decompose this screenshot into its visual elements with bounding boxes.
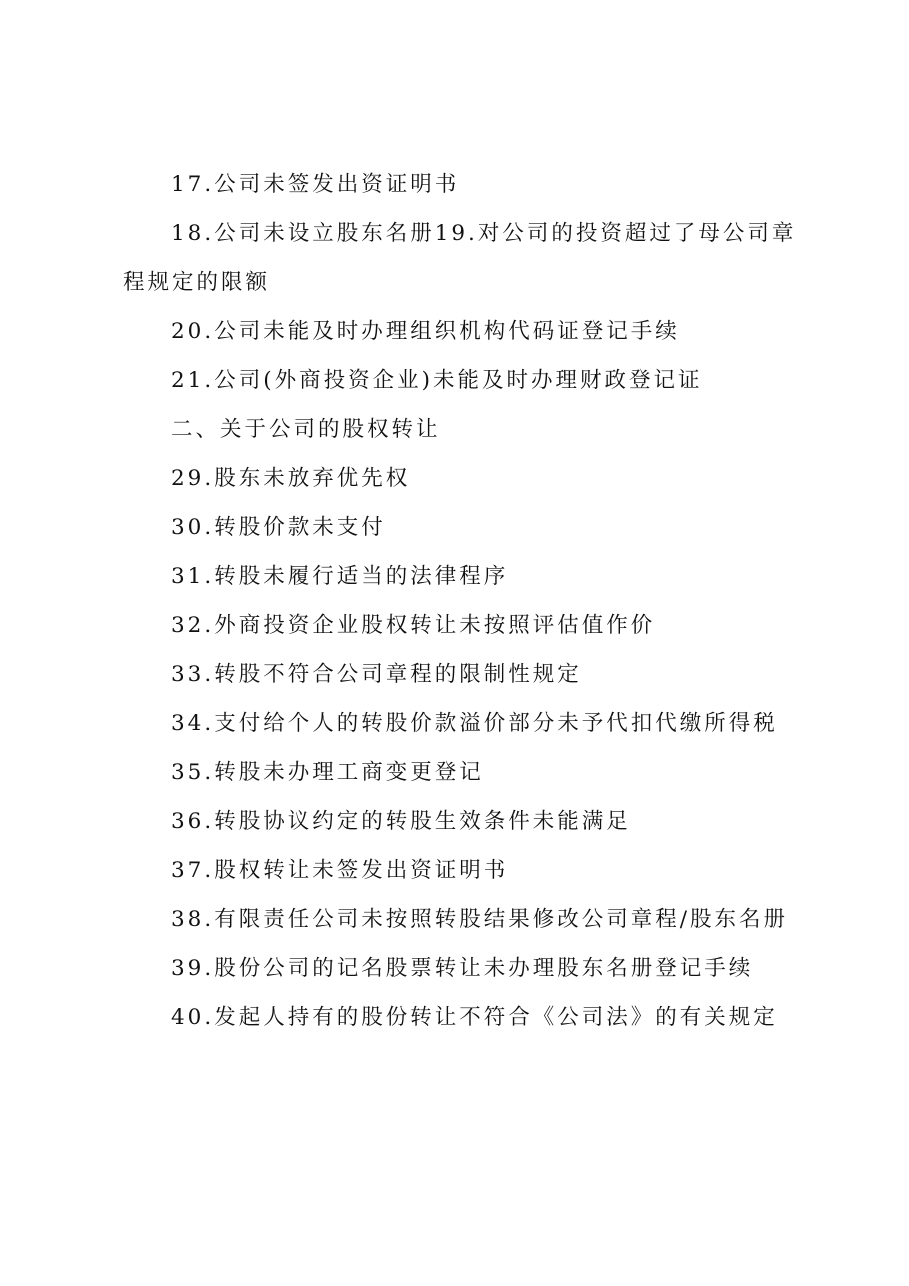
paragraph-36: 36.转股协议约定的转股生效条件未能满足 (171, 809, 631, 834)
paragraph-31: 31.转股未履行适当的法律程序 (171, 564, 509, 589)
paragraph-40: 40.发起人持有的股份转让不符合《公司法》的有关规定 (171, 1005, 778, 1030)
paragraph-20: 20.公司未能及时办理组织机构代码证登记手续 (171, 319, 680, 344)
paragraph-21: 21.公司(外商投资企业)未能及时办理财政登记证 (171, 368, 703, 393)
paragraph-33: 33.转股不符合公司章程的限制性规定 (171, 662, 582, 687)
section-heading-equity-transfer: 二、关于公司的股权转让 (171, 417, 441, 442)
paragraph-35: 35.转股未办理工商变更登记 (171, 760, 484, 785)
paragraph-34: 34.支付给个人的转股价款溢价部分未予代扣代缴所得税 (171, 711, 778, 736)
paragraph-39: 39.股份公司的记名股票转让未办理股东名册登记手续 (171, 956, 754, 981)
paragraph-30: 30.转股价款未支付 (171, 515, 386, 540)
paragraph-17: 17.公司未签发出资证明书 (171, 172, 460, 197)
paragraph-37: 37.股权转让未签发出资证明书 (171, 858, 509, 883)
paragraph-29: 29.股东未放弃优先权 (171, 466, 411, 491)
paragraph-18-19: 18.公司未设立股东名册19.对公司的投资超过了母公司章程规定的限额 (123, 221, 797, 295)
paragraph-32: 32.外商投资企业股权转让未按照评估值作价 (171, 613, 656, 638)
paragraph-38: 38.有限责任公司未按照转股结果修改公司章程/股东名册 (171, 907, 788, 932)
document-body (123, 160, 813, 1042)
